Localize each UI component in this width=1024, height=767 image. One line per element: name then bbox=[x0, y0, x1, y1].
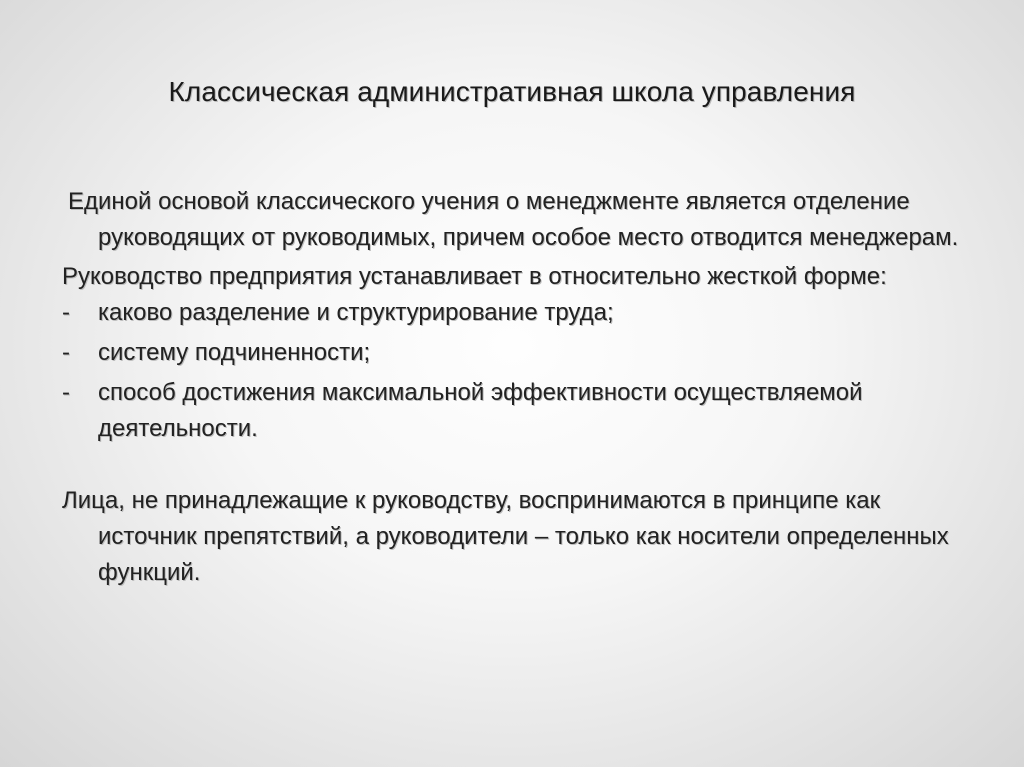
paragraph-unified-basis: Единой основой классического учения о менеджменте является отделение руководящих от руководимых, причем особое место отводится менеджерам. bbox=[68, 188, 959, 251]
slide-body bbox=[62, 184, 962, 591]
bullet-dash: - bbox=[62, 339, 70, 366]
bullet-item bbox=[62, 375, 962, 447]
bullet-dash: - bbox=[62, 299, 70, 326]
bullet-text: каково разделение и структурирование труда; bbox=[98, 299, 614, 326]
paragraph-management-establishes: Руководство предприятия устанавливает в относительно жесткой форме: bbox=[62, 263, 887, 290]
slide-title: Классическая административная школа управления bbox=[168, 76, 856, 107]
bullet-text: способ достижения максимальной эффективности осуществляемой деятельности. bbox=[98, 379, 863, 442]
paragraph-persons-not-management: Лица, не принадлежащие к руководству, воспринимаются в принципе как источник препятствий, а руководители – только как носители определенных функций. bbox=[62, 487, 949, 586]
bullet-item bbox=[62, 335, 962, 371]
bullet-text: систему подчиненности; bbox=[98, 339, 371, 366]
bullet-dash: - bbox=[62, 379, 70, 406]
bullet-item bbox=[62, 295, 962, 331]
